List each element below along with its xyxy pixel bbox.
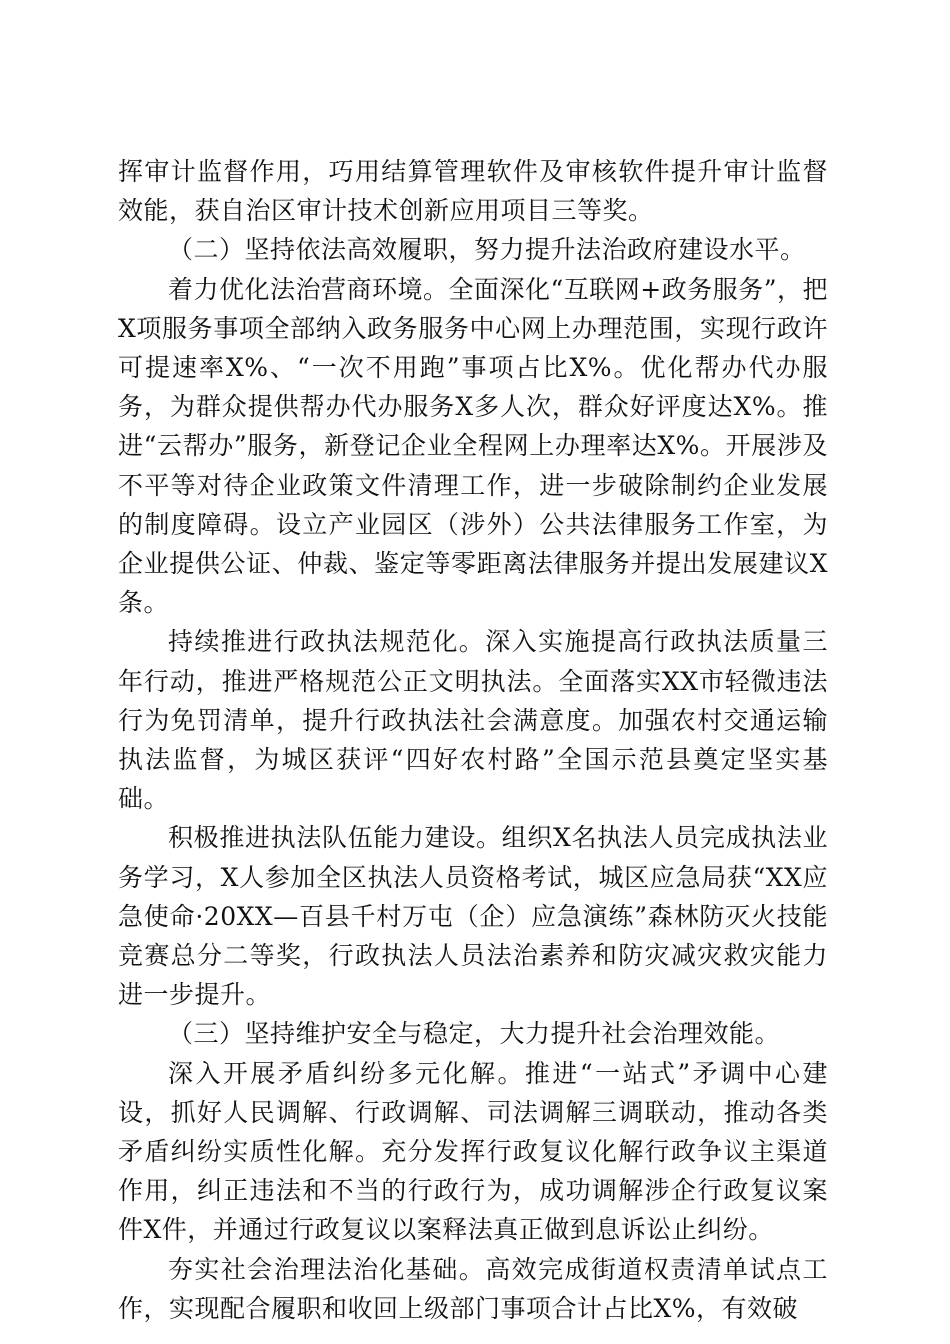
paragraph-business-environment: 着力优化法治营商环境。全面深化“互联网+政务服务”，把X项服务事项全部纳入政务服务中心网上办理范围，实现行政许可提速率X%、“一次不用跑”事项占比X%。优化帮办代办服务，为群众提供帮办代办服务X多人次，群众好评度达X%。推进“云帮办”服务，新登记企业全程网上办理率达X%。开展涉及不平等对待企业政策文件清理工作，进一步破除制约企业发展的制度障碍。设立产业园区（涉外）公共法律服务工作室，为企业提供公证、仲裁、鉴定等零距离法律服务并提出发展建议X条。 (118, 274, 829, 618)
paragraph-audit-continuation: 挥审计监督作用，巧用结算管理软件及审核软件提升审计监督效能，获自治区审计技术创新应用项目三等奖。 (118, 157, 828, 226)
paragraph-law-enforcement-standardization: 持续推进行政执法规范化。深入实施提高行政执法质量三年行动，推进严格规范公正文明执法。全面落实XX市轻微违法行为免罚清单，提升行政执法社会满意度。加强农村交通运输执法监督，为城区获评“四好农村路”全国示范县奠定坚实基础。 (118, 627, 828, 814)
paragraph-social-governance: 夯实社会治理法治化基础。高效完成街道权责清单试点工作，实现配合履职和收回上级部门事项合计占比X%，有效破 (118, 1254, 828, 1323)
paragraph-enforcement-team: 积极推进执法队伍能力建设。组织X名执法人员完成执法业务学习，X人参加全区执法人员资格考试，城区应急局获“XX应急使命·20XX—百县千村万屯（企）应急演练”森林防灭火技能竞赛总分二等奖，行政执法人员法治素养和防灾减灾救灾能力进一步提升。 (118, 823, 828, 1010)
section-heading-3: （三）坚持维护安全与稳定，大力提升社会治理效能。 (168, 1019, 781, 1049)
paragraph-dispute-resolution: 深入开展矛盾纠纷多元化解。推进“一站式”矛调中心建设，抓好人民调解、行政调解、司法调解三调联动，推动各类矛盾纠纷实质性化解。充分发挥行政复议化解行政争议主渠道作用，纠正违法和不当的行政行为，成功调解涉企行政复议案件X件，并通过行政复议以案释法真正做到息诉讼止纠纷。 (118, 1058, 828, 1245)
document-body (118, 152, 828, 1328)
section-heading-2: （二）坚持依法高效履职，努力提升法治政府建设水平。 (168, 235, 806, 265)
